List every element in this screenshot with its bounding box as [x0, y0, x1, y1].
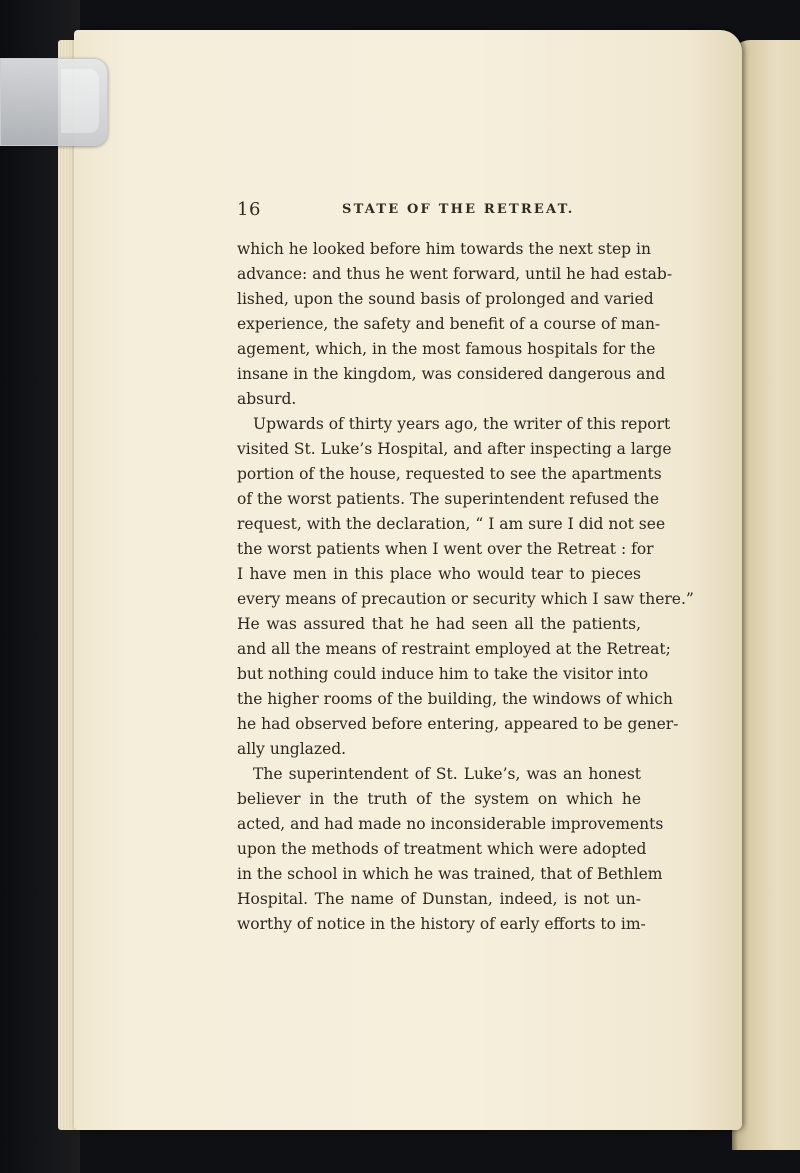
text-line: visited St. Luke’s Hospital, and after inspecting a large: [237, 440, 672, 458]
text-line: every means of precaution or security which I saw there.”: [237, 590, 694, 608]
text-line: but nothing could induce him to take the visitor into: [237, 665, 649, 683]
adjacent-page-edge: [732, 40, 800, 1150]
page-number: 16: [237, 199, 261, 220]
text-line: agement, which, in the most famous hospitals for the: [237, 340, 656, 358]
text-line: The superintendent of St. Luke’s, was an honest: [253, 765, 641, 783]
text-line: he had observed before entering, appeared to be gener-: [237, 715, 679, 733]
text-line: and all the means of restraint employed at the Retreat;: [237, 640, 671, 658]
text-line: portion of the house, requested to see the apartments: [237, 465, 662, 483]
text-line: acted, and had made no inconsiderable improvements: [237, 815, 664, 833]
text-line: of the worst patients. The superintendent refused the: [237, 490, 660, 508]
page-header: [237, 199, 657, 225]
text-line: Upwards of thirty years ago, the writer of this report: [253, 415, 671, 433]
text-line: He was assured that he had seen all the patients,: [237, 615, 641, 633]
text-line: I have men in this place who would tear to pieces: [237, 565, 641, 583]
text-line: which he looked before him towards the next step in: [237, 240, 651, 258]
text-line: ally unglazed.: [237, 740, 347, 758]
text-line: experience, the safety and benefit of a course of man-: [237, 315, 661, 333]
text-line: absurd.: [237, 390, 297, 408]
text-line: advance: and thus he went forward, until he had estab-: [237, 265, 673, 283]
text-line: Hospital. The name of Dunstan, indeed, is not un-: [237, 890, 641, 908]
page-clip: [0, 58, 108, 146]
body-text: [237, 237, 694, 937]
running-head: STATE OF THE RETREAT.: [342, 202, 575, 217]
text-line: in the school in which he was trained, that of Bethlem: [237, 865, 663, 883]
text-line: believer in the truth of the system on which he: [237, 790, 641, 808]
text-line: lished, upon the sound basis of prolonged and varied: [237, 290, 654, 308]
text-line: the higher rooms of the building, the windows of which: [237, 690, 673, 708]
text-line: insane in the kingdom, was considered dangerous and: [237, 365, 666, 383]
text-line: request, with the declaration, “ I am sure I did not see: [237, 515, 666, 533]
text-line: worthy of notice in the history of early efforts to im-: [237, 915, 646, 933]
text-line: upon the methods of treatment which were adopted: [237, 840, 647, 858]
text-line: the worst patients when I went over the Retreat : for: [237, 540, 654, 558]
